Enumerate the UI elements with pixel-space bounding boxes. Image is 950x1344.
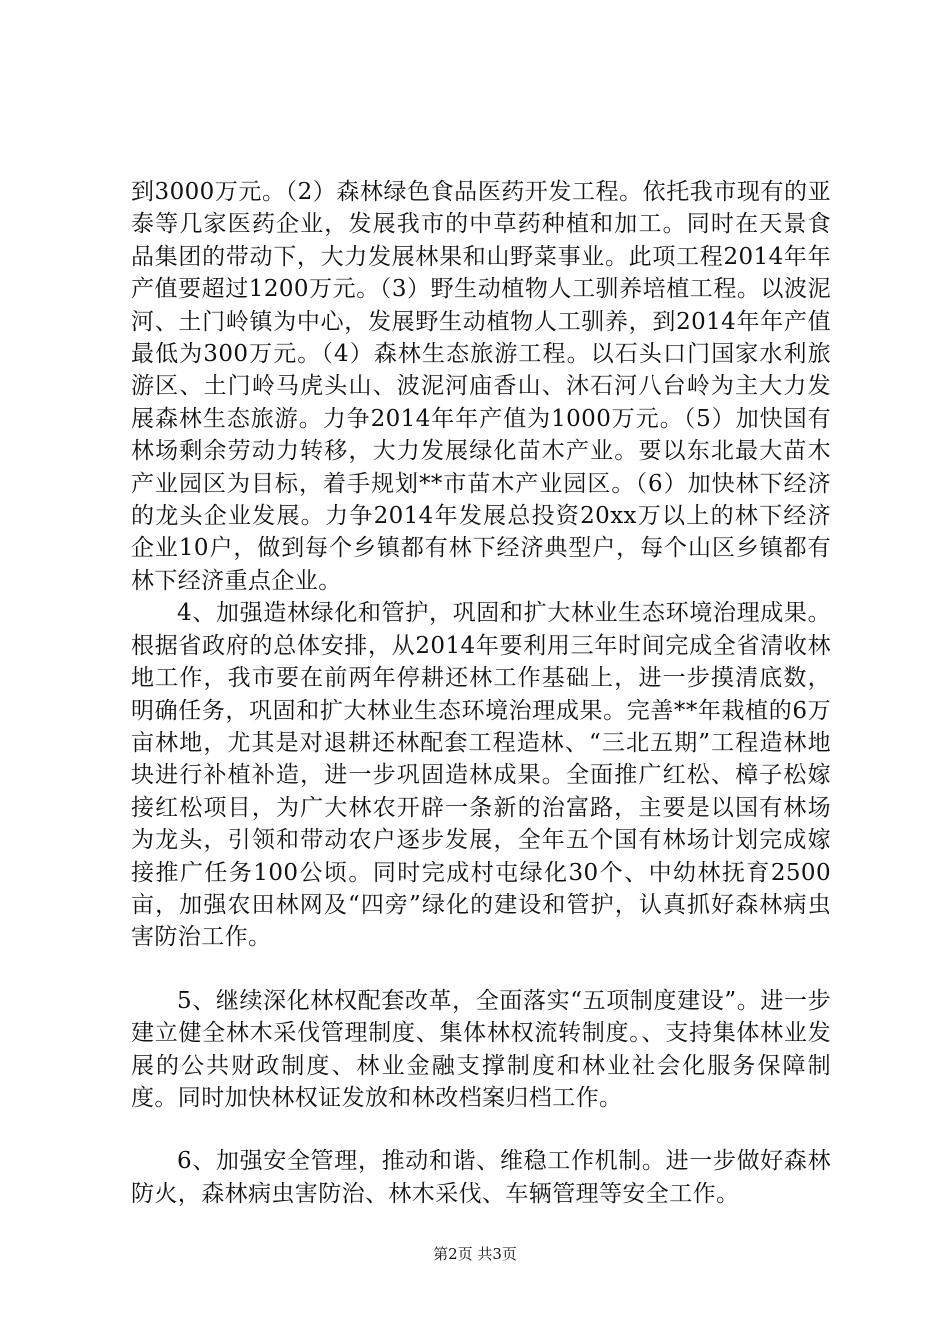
page-footer: 第2页 共3页 [433,1245,517,1263]
paragraph-continuation: 到3000万元。（2）森林绿色食品医药开发工程。依托我市现有的亚泰等几家医药企业，发展我市的中草药种植和加工。同时在天景食品集团的带动下，大力发展林果和山野菜事业。此项工程2014年年产值要超过1200万元。（3）野生动植物人工驯养培植工程。以波泥河、土门岭镇为中心，发展野生动植物人工驯养，到2014年年产值最低为300万元。（4）森林生态旅游工程。以石头口门国家水利旅游区、土门岭马虎头山、波泥河庙香山、沐石河八台岭为主大力发展森林生态旅游。力争2014年年产值为1000万元。（5）加快国有林场剩余劳动力转移，大力发展绿化苗木产业。要以东北最大苗木产业园区为目标，着手规划**市苗木产业园区。（6）加快林下经济的龙头企业发展。力争2014年发展总投资20xx万以上的林下经济企业10户，做到每个乡镇都有林下经济典型户，每个山区乡镇都有林下经济重点企业。 [131,179,831,594]
paragraph-item-5: 5、继续深化林权配套改革，全面落实“五项制度建设”。进一步建立健全林木采伐管理制度、集体林权流转制度。、支持集体林业发展的公共财政制度、林业金融支撑制度和林业社会化服务保障制度。同时加快林权证发放和林改档案归档工作。 [131,987,831,1111]
paragraph-item-6: 6、加强安全管理，推动和谐、维稳工作机制。进一步做好森林防火，森林病虫害防治、林木采伐、车辆管理等安全工作。 [131,1148,831,1207]
paragraph-item-4: 4、加强造林绿化和管护，巩固和扩大林业生态环境治理成果。根据省政府的总体安排，从2014年要利用三年时间完成全省清收林地工作，我市要在前两年停耕还林工作基础上，进一步摸清底数，明确任务，巩固和扩大林业生态环境治理成果。完善**年栽植的6万亩林地，尤其是对退耕还林配套工程造林、“三北五期”工程造林地块进行补植补造，进一步巩固造林成果。全面推广红松、樟子松嫁接红松项目，为广大林农开辟一条新的治富路，主要是以国有林场为龙头，引领和带动农户逐步发展，全年五个国有林场计划完成嫁接推广任务100公顷。同时完成村屯绿化30个、中幼林抚育2500亩，加强农田林网及“四旁”绿化的建设和管护，认真抓好森林病虫害防治工作。 [131,600,831,951]
document-body [131,176,831,1210]
